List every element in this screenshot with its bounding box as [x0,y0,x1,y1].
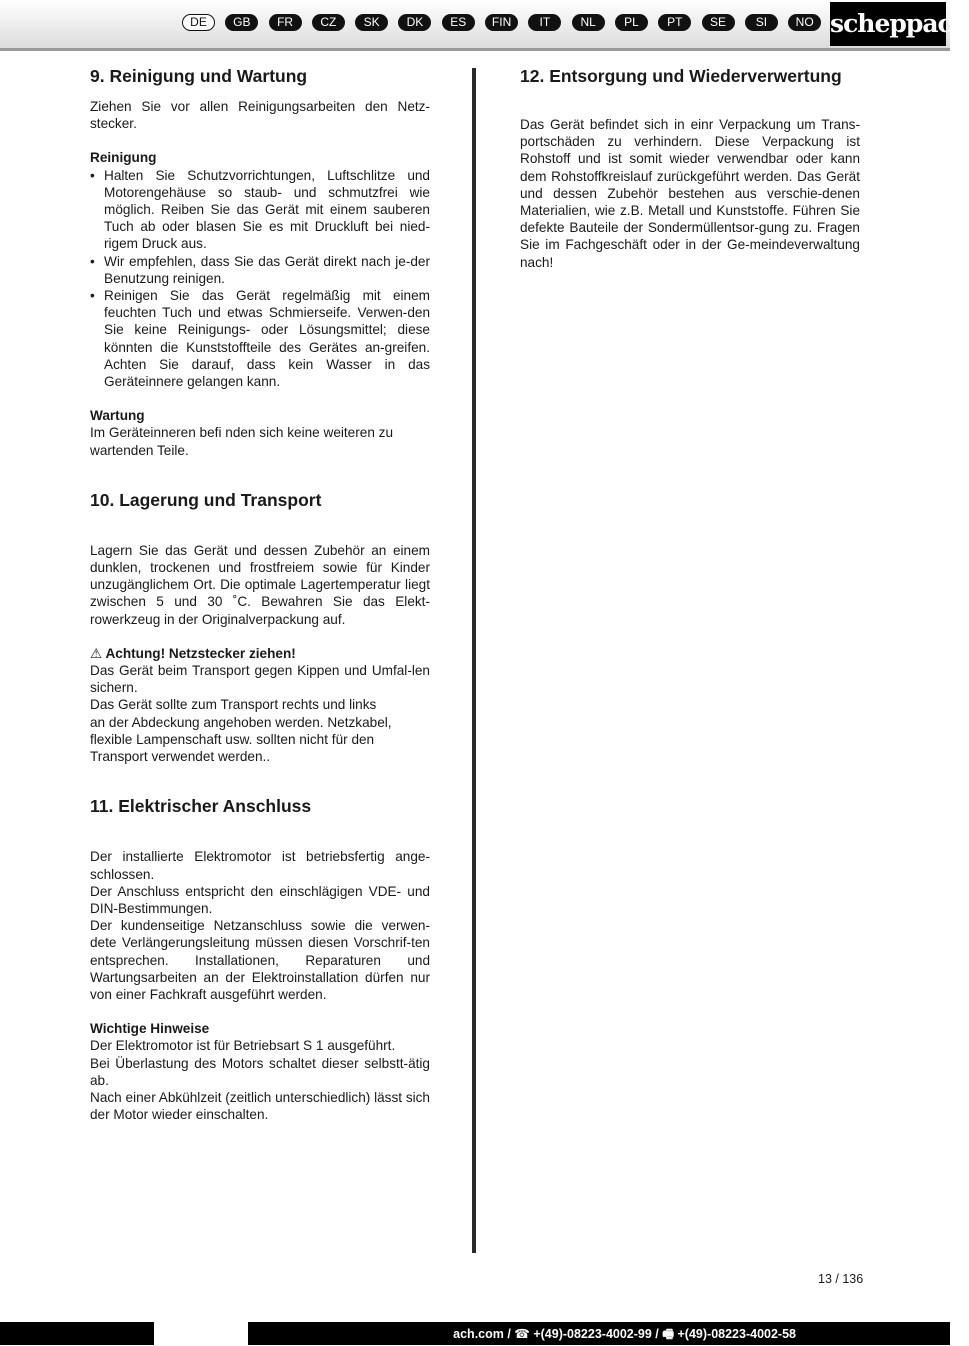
lang-tab-es[interactable]: ES [442,14,475,31]
lang-tab-se[interactable]: SE [702,14,735,31]
section-12-title: 12. Entsorgung und Wiederverwertung [520,66,842,86]
disposal-text: Das Gerät befindet sich in einr Verpackung um Trans-portschäden zu verhindern. Diese Verpackung ist Rohstoff und ist somit wieder verwendbar oder kann dem Rohstoffkreislauf zurückgeführt werden. Das Gerät und dessen Zubehör bestehen aus verschie-denen Materialien, wie z.B. Metall und Kunststoffe. Führen Sie defekte Bauteile der Sondermüllentsor-gung zu. Fragen Sie im Fachgeschäft oder in der Ge-meindeverwaltung nach! [520,117,860,270]
note-line: Nach einer Abkühlzeit (zeitlich unterschiedlich) lässt sich der Motor wieder einschalten. [90,1089,430,1123]
lang-tab-it[interactable]: IT [528,14,561,31]
list-item: • Reinigen Sie das Gerät regelmäßig mit einem feuchten Tuch und etwas Schmierseife. Verwen-den Sie keine Reinigungs- oder Lösungsmittel; diese könnten die Kunststoffteile des Gerätes an-greifen. Achten Sie darauf, dass kein Wasser in das Geräteinnere gelangen kann. [90,287,430,390]
warning-heading-row [90,645,430,662]
lang-tab-fin[interactable]: FIN [485,14,518,31]
list-item: • Wir empfehlen, dass Sie das Gerät direkt nach je-der Benutzung reinigen. [90,253,430,287]
footer-contact: ach.com / ☎ +(49)-08223-4002-99 / 🖷 +(49)-08223-4002-58 [453,1327,796,1341]
electric-paragraph: Der kundenseitige Netzanschluss sowie die verwen-dete Verlängerungsleitung müssen diesen Vorschrif-ten entsprechen. Installationen, Reparaturen und Wartungsarbeiten an der Elektroinstallation dürfen nur von einer Fachkraft ausgeführt werden. [90,918,430,1002]
electric-paragraph: Der installierte Elektromotor ist betriebsfertig ange-schlossen. [90,849,430,882]
storage-text: Lagern Sie das Gerät und dessen Zubehör an einem dunklen, trockenen und frostfreiem sowie für Kinder unzugänglichem Ort. Die optimale Lagertemperatur liegt zwischen 5 und 30 ˚C. Bewahren Sie das Elekt-rowerkzeug in der Originalverpackung auf. [90,542,430,627]
lang-tab-dk[interactable]: DK [398,14,431,31]
maintenance-heading: Wartung [90,408,145,424]
warning-icon: ⚠ [90,645,103,661]
electric-paragraph: Der Anschluss entspricht den einschlägigen VDE- und DIN-Bestimmungen. [90,883,430,916]
lang-tab-gb[interactable]: GB [225,14,258,31]
transport-line: flexible Lampenschaft usw. sollten nicht für den [90,731,375,747]
lang-tab-si[interactable]: SI [745,14,778,31]
notes-heading: Wichtige Hinweise [90,1021,210,1037]
brand-logo: scheppach [830,2,946,46]
transport-line: Das Gerät beim Transport gegen Kippen und Umfal-len sichern. [90,663,430,696]
lang-tab-sk[interactable]: SK [355,14,388,31]
lang-tab-fr[interactable]: FR [269,14,302,31]
transport-line: an der Abdeckung angehoben werden. Netzkabel, [90,714,392,730]
list-item: • Halten Sie Schutzvorrichtungen, Luftschlitze und Motorengehäuse so staub- und schmutzfrei wie möglich. Reiben Sie das Gerät mit einem sauberen Tuch ab oder blasen Sie es mit Druckluft bei nied-rigem Druck aus. [90,167,430,253]
footer-bar [0,1322,950,1345]
lang-tab-de[interactable]: DE [182,14,215,31]
cleaning-heading: Reinigung [90,150,157,166]
cleaning-list [90,167,430,391]
maintenance-line: wartenden Teile. [90,442,189,458]
footer-gap [154,1322,248,1345]
transport-line: Das Gerät sollte zum Transport rechts und links [90,697,377,713]
column-divider [472,68,476,1253]
lang-tab-no[interactable]: NO [788,14,821,31]
note-line: Bei Überlastung des Motors schaltet dieser selbstt-ätig ab. [90,1055,430,1088]
section-9-intro: Ziehen Sie vor allen Reinigungsarbeiten den Netz-stecker. [90,99,430,132]
right-column [520,66,860,271]
language-selector [182,14,831,31]
left-column [90,66,430,1123]
maintenance-line: Im Geräteinneren befi nden sich keine weiteren zu [90,425,394,441]
lang-tab-pt[interactable]: PT [658,14,691,31]
lang-tab-nl[interactable]: NL [572,14,605,31]
section-10-title: 10. Lagerung und Transport [90,489,322,510]
note-line: Der Elektromotor ist für Betriebsart S 1 ausgeführt. [90,1038,396,1054]
page-number: 13 / 136 [818,1272,864,1286]
warning-heading: Achtung! Netzstecker ziehen! [105,645,296,661]
section-9-title: 9. Reinigung und Wartung [90,66,308,86]
transport-line: Transport verwendet werden.. [90,749,271,765]
section-11-title: 11. Elektrischer Anschluss [90,796,312,817]
header-bar [0,0,969,51]
lang-tab-cz[interactable]: CZ [312,14,345,31]
lang-tab-pl[interactable]: PL [615,14,648,31]
